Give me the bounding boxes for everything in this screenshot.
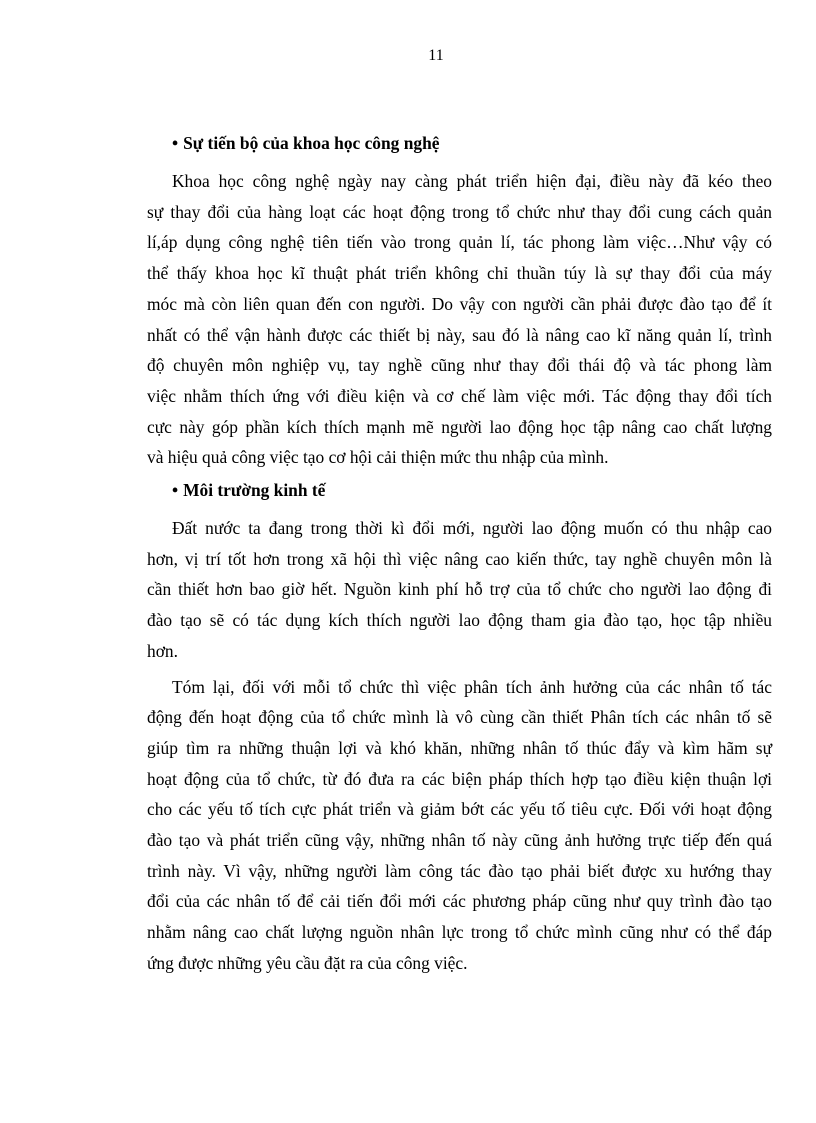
text-line: thể thấy khoa học kĩ thuật phát triển không chỉ thuần túy là sự thay đổi của máy	[147, 263, 772, 284]
text-line: cần thiết hơn bao giờ hết. Nguồn kinh phí hỗ trợ của tổ chức cho người lao động đi	[147, 579, 772, 600]
text-line: đào tạo sẽ có tác dụng kích thích người lao động tham gia đào tạo, học tập nhiều	[147, 610, 772, 631]
text-line: trình này. Vì vậy, những người làm công tác đào tạo phải biết được xu hướng thay	[147, 860, 772, 881]
text-line: hoạt động của tổ chức, từ đó đưa ra các biện pháp thích hợp tạo điều kiện thuận lợi	[147, 768, 772, 789]
paragraph-technology	[147, 166, 772, 473]
text-line: hơn, vị trí tốt hơn trong xã hội thì việc nâng cao kiến thức, tay nghề chuyên môn là	[147, 548, 772, 569]
text-line: hơn.	[147, 640, 178, 661]
section-heading-text: Môi trường kinh tế	[183, 480, 326, 501]
text-line: móc mà còn liên quan đến con người. Do vậy con người cần phải được đào tạo để ít	[147, 293, 772, 314]
section-heading-text: Sự tiến bộ của khoa học công nghệ	[183, 133, 440, 153]
text-line: nhằm nâng cao chất lượng nguồn nhân lực trong tổ chức mình cũng như có thể đáp	[147, 922, 772, 943]
text-line: giúp tìm ra những thuận lợi và khó khăn, những nhân tố thúc đẩy và kìm hãm sự	[147, 737, 772, 758]
text-line: Khoa học công nghệ ngày nay càng phát triển hiện đại, điều này đã kéo theo	[172, 171, 772, 191]
text-line: ứng được những yêu cầu đặt ra của công việc.	[147, 952, 468, 973]
text-line: nhất có thể vận hành được các thiết bị này, sau đó là nâng cao kĩ năng quản lí, trình	[147, 324, 772, 345]
text-line: sự thay đổi của hàng loạt các hoạt động trong tổ chức như thay đổi cung cách quản	[147, 201, 772, 222]
text-line: cho các yếu tố tích cực phát triển và giảm bớt các yếu tố tiêu cực. Đối với hoạt động	[147, 799, 772, 820]
paragraph-conclusion	[147, 672, 772, 979]
text-line: cực này góp phần kích thích mạnh mẽ người lao động học tập nâng cao chất lượng	[147, 416, 772, 437]
paragraph-economy	[147, 513, 772, 667]
text-line: đào tạo và phát triển cũng vậy, những nhân tố này cũng ảnh hưởng trực tiếp đến quá	[147, 830, 772, 851]
text-line: Tóm lại, đối với mỗi tổ chức thì việc phân tích ảnh hưởng của các nhân tố tác	[172, 676, 772, 697]
document-body	[147, 133, 772, 979]
text-line: độ chuyên môn nghiệp vụ, tay nghề cũng như thay đổi thái độ và tác phong làm	[147, 355, 772, 376]
text-line: và hiệu quả công việc tạo cơ hội cải thiện mức thu nhập của mình.	[147, 447, 609, 468]
bullet-icon: •	[172, 133, 179, 153]
text-line: việc nhằm thích ứng với điều kiện và cơ chế làm việc mới. Tác động thay đổi tích	[147, 385, 772, 406]
section-heading-economy	[147, 480, 772, 500]
text-line: Đất nước ta đang trong thời kì đổi mới, người lao động muốn có thu nhập cao	[172, 518, 772, 539]
page-number: 11	[428, 47, 444, 64]
section-heading-technology	[147, 133, 772, 153]
text-line: đổi của các nhân tố để cải tiến đổi mới các phương pháp cũng như quy trình đào tạo	[147, 891, 772, 912]
text-line: động đến hoạt động của tổ chức mình là vô cùng cần thiết Phân tích các nhân tố sẽ	[147, 707, 772, 728]
text-line: lí,áp dụng công nghệ tiên tiến vào trong quản lí, tác phong làm việc…Như vậy có	[147, 232, 772, 253]
bullet-icon: •	[172, 480, 179, 501]
